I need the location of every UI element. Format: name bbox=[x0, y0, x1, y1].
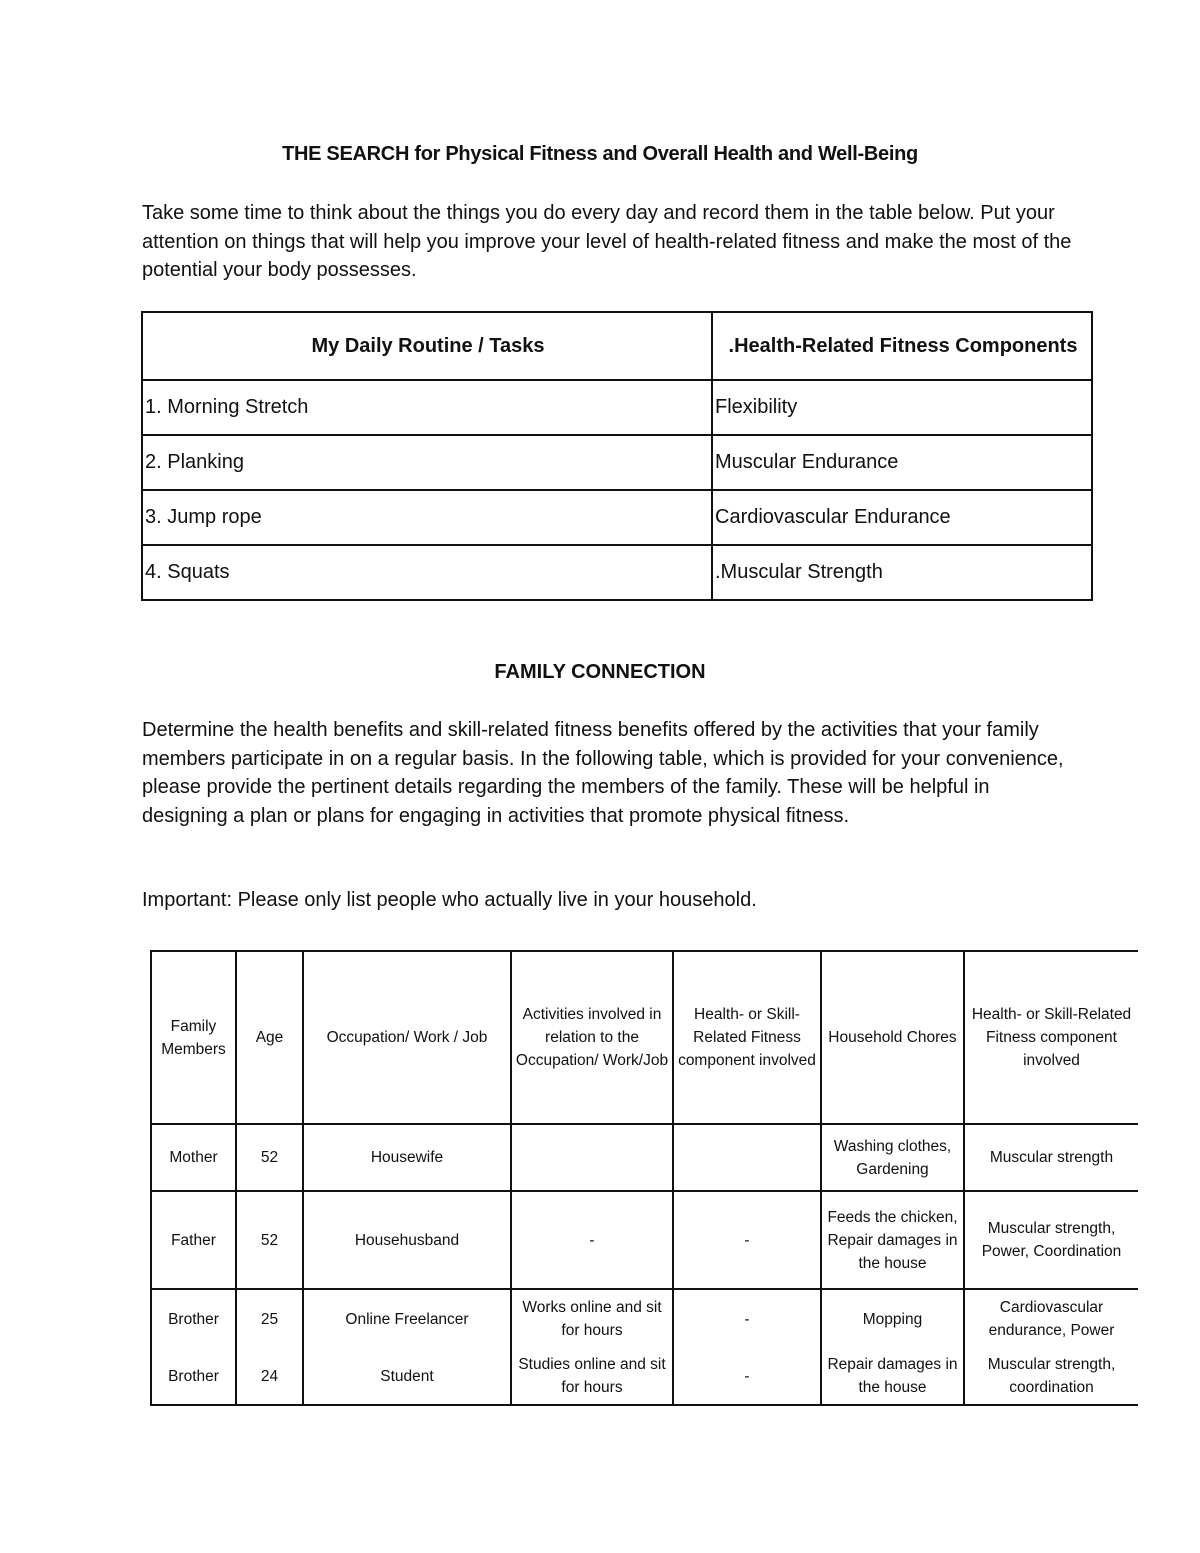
document-title: THE SEARCH for Physical Fitness and Overall Health and Well-Being bbox=[282, 143, 918, 165]
intro-paragraph: Take some time to think about the things you do every day and record them in the table below. Put your attention on things that will help you improve your level of health-related fitness and make the most of the potential your body possesses. bbox=[142, 202, 1072, 281]
chores-cell: Washing clothes, Gardening bbox=[821, 1124, 964, 1191]
chores-fitness-cell: Muscular strength, coordination bbox=[964, 1348, 1138, 1405]
routine-task-cell: 2. Planking bbox=[142, 435, 712, 490]
age-cell: 52 bbox=[236, 1191, 303, 1289]
routine-component-cell: .Muscular Strength bbox=[712, 545, 1092, 600]
routine-component-cell: Cardiovascular Endurance bbox=[712, 490, 1092, 545]
header-family-members: Family Members bbox=[151, 951, 236, 1124]
fitness-component-cell bbox=[673, 1124, 821, 1191]
chores-cell: Mopping bbox=[821, 1289, 964, 1348]
family-table bbox=[150, 950, 1138, 1406]
activities-cell: - bbox=[511, 1191, 673, 1289]
member-cell: Mother bbox=[151, 1124, 236, 1191]
occupation-cell: Housewife bbox=[303, 1124, 511, 1191]
activities-cell: Works online and sit for hours bbox=[511, 1289, 673, 1348]
member-cell: Brother bbox=[151, 1289, 236, 1348]
table-row bbox=[142, 545, 1092, 600]
routine-task-cell: 4. Squats bbox=[142, 545, 712, 600]
age-cell: 24 bbox=[236, 1348, 303, 1405]
chores-cell: Repair damages in the house bbox=[821, 1348, 964, 1405]
header-chores-fitness-component: Health- or Skill-Related Fitness component involved bbox=[964, 951, 1138, 1124]
member-cell: Father bbox=[151, 1191, 236, 1289]
occupation-cell: Online Freelancer bbox=[303, 1289, 511, 1348]
fitness-component-cell: - bbox=[673, 1348, 821, 1405]
table-row bbox=[151, 1348, 1138, 1405]
routine-table bbox=[141, 311, 1093, 601]
table-row bbox=[151, 1191, 1138, 1289]
occupation-cell: Househusband bbox=[303, 1191, 511, 1289]
table-row bbox=[151, 1124, 1138, 1191]
routine-header-tasks: My Daily Routine / Tasks bbox=[142, 312, 712, 380]
family-connection-heading: FAMILY CONNECTION bbox=[494, 661, 706, 683]
family-header-row bbox=[151, 951, 1138, 1124]
family-intro-paragraph: Determine the health benefits and skill-related fitness benefits offered by the activities that your family members participate in on a regular basis. In the following table, which is provided for your convenience, please provide the pertinent details regarding the members of the family. These will be helpful in designing a plan or plans for engaging in activities that promote physical fitness. bbox=[142, 719, 1064, 827]
activities-cell: Studies online and sit for hours bbox=[511, 1348, 673, 1405]
routine-header-row bbox=[142, 312, 1092, 380]
chores-fitness-cell: Muscular strength, Power, Coordination bbox=[964, 1191, 1138, 1289]
table-row bbox=[142, 435, 1092, 490]
header-activities: Activities involved in relation to the Occupation/ Work/Job bbox=[511, 951, 673, 1124]
age-cell: 52 bbox=[236, 1124, 303, 1191]
header-occupation: Occupation/ Work / Job bbox=[303, 951, 511, 1124]
fitness-component-cell: - bbox=[673, 1289, 821, 1348]
table-row bbox=[151, 1289, 1138, 1348]
routine-header-components: .Health-Related Fitness Components bbox=[712, 312, 1092, 380]
header-household-chores: Household Chores bbox=[821, 951, 964, 1124]
table-row bbox=[142, 490, 1092, 545]
routine-component-cell: Muscular Endurance bbox=[712, 435, 1092, 490]
routine-component-cell: Flexibility bbox=[712, 380, 1092, 435]
chores-fitness-cell: Muscular strength bbox=[964, 1124, 1138, 1191]
age-cell: 25 bbox=[236, 1289, 303, 1348]
header-fitness-component: Health- or Skill-Related Fitness component involved bbox=[673, 951, 821, 1124]
fitness-component-cell: - bbox=[673, 1191, 821, 1289]
header-age: Age bbox=[236, 951, 303, 1124]
occupation-cell: Student bbox=[303, 1348, 511, 1405]
routine-task-cell: 1. Morning Stretch bbox=[142, 380, 712, 435]
chores-cell: Feeds the chicken, Repair damages in the house bbox=[821, 1191, 964, 1289]
routine-task-cell: 3. Jump rope bbox=[142, 490, 712, 545]
member-cell: Brother bbox=[151, 1348, 236, 1405]
activities-cell bbox=[511, 1124, 673, 1191]
table-row bbox=[142, 380, 1092, 435]
important-note: Important: Please only list people who actually live in your household. bbox=[142, 889, 757, 911]
chores-fitness-cell: Cardiovascular endurance, Power bbox=[964, 1289, 1138, 1348]
